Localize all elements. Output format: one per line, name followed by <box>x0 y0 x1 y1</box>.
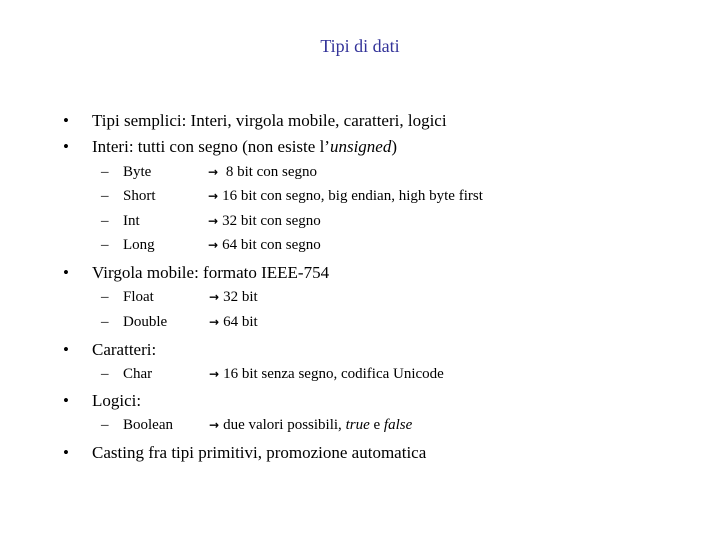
type-name: Float <box>123 289 154 305</box>
bullet-marker: • <box>63 443 69 462</box>
type-desc: → 8 bit con segno <box>208 164 318 180</box>
type-name: Boolean <box>123 417 173 433</box>
type-desc: → 32 bit <box>209 289 258 305</box>
bullet-marker: • <box>63 391 69 410</box>
dash-marker: – <box>101 213 109 229</box>
arrow-icon: → <box>208 214 219 228</box>
type-name: Double <box>123 314 168 330</box>
dash-marker: – <box>101 188 109 204</box>
bullet-marker: • <box>63 340 69 359</box>
dash-marker: – <box>101 289 109 305</box>
arrow-icon: → <box>208 189 219 203</box>
type-name: Long <box>123 237 155 253</box>
type-desc: → due valori possibili, true e false <box>209 417 413 433</box>
unsigned-emphasis: unsigned <box>329 137 392 156</box>
slide-title: Tipi di dati <box>320 36 400 56</box>
type-desc: → 16 bit con segno, big endian, high byte first <box>208 188 483 204</box>
arrow-icon: → <box>208 238 219 252</box>
arrow-icon: → <box>208 165 219 179</box>
type-name: Short <box>123 188 156 204</box>
arrow-icon: → <box>209 367 220 381</box>
type-desc: → 16 bit senza segno, codifica Unicode <box>209 366 444 382</box>
bullet-text: Casting fra tipi primitivi, promozione automatica <box>92 443 427 462</box>
type-name: Char <box>123 366 153 382</box>
dash-marker: – <box>101 164 109 180</box>
dash-marker: – <box>101 417 109 433</box>
type-name: Byte <box>123 164 152 180</box>
bullet-marker: • <box>63 111 69 130</box>
arrow-icon: → <box>209 290 220 304</box>
bullet-marker: • <box>63 263 69 282</box>
bullet-text: Caratteri: <box>92 340 157 359</box>
arrow-icon: → <box>209 418 220 432</box>
bullet-text: Interi: tutti con segno (non esiste l’unsigned) <box>92 137 398 156</box>
bullet-text: Tipi semplici: Interi, virgola mobile, caratteri, logici <box>92 111 447 130</box>
bullet-text: Logici: <box>92 391 142 410</box>
type-name: Int <box>123 213 140 229</box>
dash-marker: – <box>101 237 109 253</box>
type-desc: → 32 bit con segno <box>208 213 321 229</box>
arrow-icon: → <box>209 315 220 329</box>
dash-marker: – <box>101 366 109 382</box>
bullet-text: Virgola mobile: formato IEEE-754 <box>92 263 330 282</box>
dash-marker: – <box>101 314 109 330</box>
type-desc: → 64 bit con segno <box>208 237 321 253</box>
type-desc: → 64 bit <box>209 314 258 330</box>
bullet-marker: • <box>63 137 69 156</box>
